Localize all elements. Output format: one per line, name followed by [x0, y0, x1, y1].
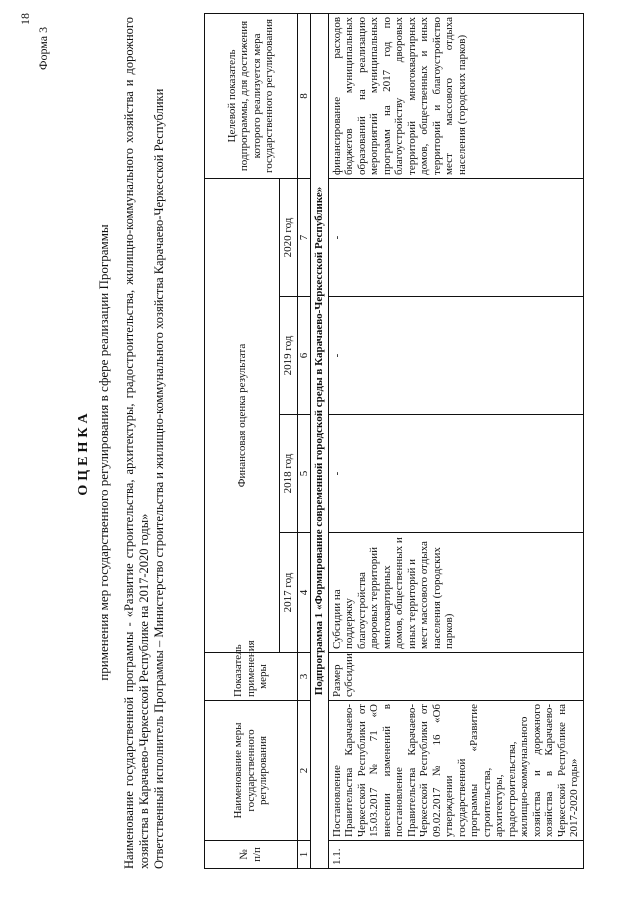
- form-label: Форма 3: [36, 26, 50, 70]
- header-indicator: Показатель применения меры: [205, 653, 298, 701]
- row-2017: Субсидии на поддержку благоустройства дворовых территорий многоквартирных домов, общественных и иных территорий и мест массового отдыха населения (городских парков): [328, 533, 583, 653]
- column-number: 2: [297, 701, 311, 841]
- row-2019: -: [328, 297, 583, 415]
- column-number: 4: [297, 533, 311, 653]
- subprogram-row: [311, 13, 329, 868]
- assessment-table: [204, 13, 584, 869]
- document-subtitle: применения мер государственного регулирования в сфере реализации Программы: [96, 224, 111, 681]
- header-year-2019: 2019 год: [280, 297, 298, 415]
- header-year-2020: 2020 год: [280, 178, 298, 296]
- header-financial: Финансовая оценка результата: [205, 178, 280, 652]
- column-number: 1: [297, 841, 311, 869]
- header-target: Целевой показатель подпрограммы, для достижения которого реализуется мера государственного регулирования: [205, 13, 298, 178]
- header-year-2018: 2018 год: [280, 415, 298, 533]
- table-row: [328, 13, 583, 868]
- program-name-line: Наименование государственной программы - «Развитие строительства, архитектуры, градостроительства, жилищно-коммунального хозяйства и дорожного хозяйства в Карачаево-Черкесской Республике на 2017-2020 годы»: [122, 17, 151, 869]
- column-number: 6: [297, 297, 311, 415]
- row-measure: Постановление Правительства Карачаево-Черкесской Республики от 15.03.2017 № 71 «О внесении изменений в постановление Правительства Карачаево-Черкесской Республики от 09.02.2017 № 16 «Об утверждении государственной программы «Развитие строительства, архитектуры, градостроительства, жилищно-коммунального хозяйства и дорожного хозяйства в Карачаево-Черкесской Республике на 2017-2020 годы»: [328, 701, 583, 841]
- row-2020: -: [328, 178, 583, 296]
- row-num: 1.1.: [328, 841, 583, 869]
- column-number: 5: [297, 415, 311, 533]
- column-number: 3: [297, 653, 311, 701]
- subprogram-title: Подпрограмма 1 «Формирование современной городской среды в Карачаево-Черкесской Республике»: [311, 13, 329, 868]
- row-indicator: Размер субсидии: [328, 653, 583, 701]
- row-target: финансирование расходов бюджетов муниципальных образований на реализацию мероприятий муниципальных программ на 2017 год по благоустройству дворовых территорий многоквартирных домов, общественных и иных территорий и благоустройство мест массового отдыха населения (городских парков): [328, 13, 583, 178]
- row-2018: -: [328, 415, 583, 533]
- document-title: ОЦЕНКА: [76, 409, 91, 496]
- column-number: 8: [297, 13, 311, 178]
- header-year-2017: 2017 год: [280, 533, 298, 653]
- column-number-row: [297, 13, 311, 868]
- header-num: № п/п: [205, 841, 298, 869]
- executor-line: Ответственный исполнитель Программы – Министерство строительства и жилищно-коммунального хозяйства Карачаево-Черкесской Республики: [152, 88, 166, 869]
- column-number: 7: [297, 178, 311, 296]
- header-measure-name: Наименование меры государственного регулирования: [205, 701, 298, 841]
- header-row-1: [205, 13, 280, 868]
- intro-block: [122, 17, 167, 869]
- page-number: 18: [18, 13, 32, 25]
